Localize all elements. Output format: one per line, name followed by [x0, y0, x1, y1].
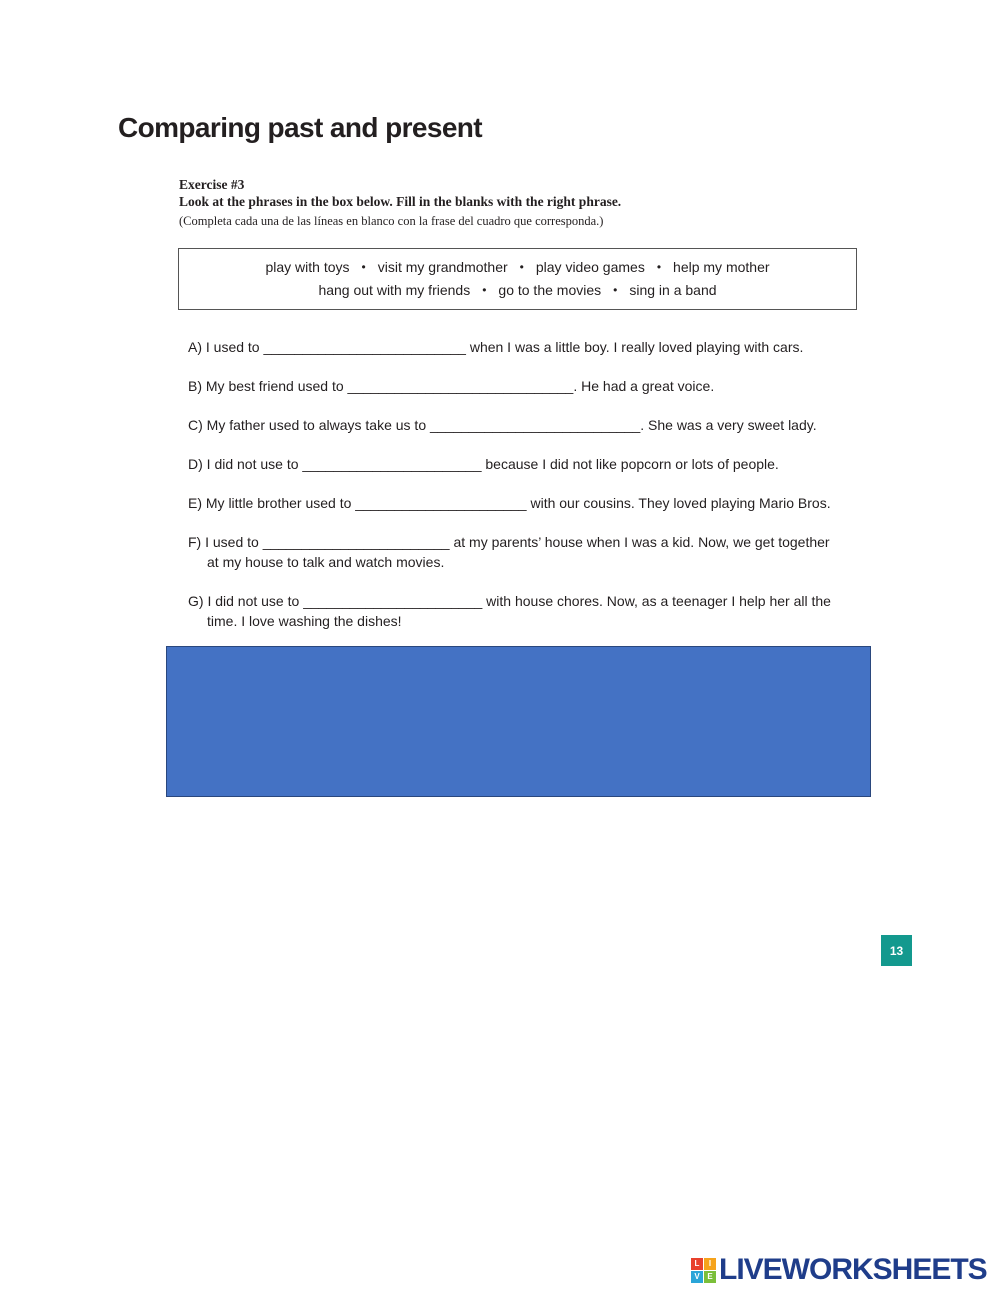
page-number-badge: 13 [881, 935, 912, 966]
blue-answer-panel [166, 646, 871, 797]
logo-letter-i: I [704, 1258, 716, 1270]
logo-icon [691, 1258, 716, 1283]
sentence-e [188, 493, 868, 513]
sentence-continuation: at my house to talk and watch movies. [207, 554, 445, 570]
logo-letter-v: V [691, 1271, 703, 1283]
sentence-d [188, 454, 868, 474]
sentence-g [188, 591, 868, 631]
bullet-separator: • [361, 260, 366, 274]
sentence-continuation: time. I love washing the dishes! [207, 613, 402, 629]
sentence-end: when I was a little boy. I really loved playing with cars. [469, 339, 804, 355]
sentence-start: C) My father used to always take us to [188, 417, 427, 433]
sentence-start: A) I used to [188, 339, 260, 355]
answer-blank[interactable]: ___________________________ [430, 417, 641, 433]
bullet-separator: • [613, 283, 618, 297]
sentence-b [188, 376, 868, 396]
sentence-start: G) I did not use to [188, 593, 300, 609]
phrase: play with toys [265, 259, 350, 275]
sentence-end: . She was a very sweet lady. [640, 417, 817, 433]
sentence-end: at my parents’ house when I was a kid. Now, we get together [453, 534, 830, 550]
phrase: play video games [535, 259, 645, 275]
answer-blank[interactable]: ________________________ [262, 534, 450, 550]
bullet-separator: • [656, 260, 662, 274]
sentence-end: with house chores. Now, as a teenager I help her all the [486, 593, 831, 609]
answer-blank[interactable]: _____________________________ [347, 378, 574, 394]
logo-letter-l: L [691, 1258, 703, 1270]
phrase: sing in a band [629, 282, 717, 298]
sentence-start: D) I did not use to [188, 456, 299, 472]
page-title: Comparing past and present [118, 112, 483, 143]
answer-blank[interactable]: ______________________ [355, 495, 527, 511]
sentence-start: B) My best friend used to [188, 378, 344, 394]
phrase: go to the movies [498, 282, 602, 298]
sentence-start: E) My little brother used to [188, 495, 352, 511]
liveworksheets-logo [691, 1253, 987, 1287]
phrase: help my mother [673, 259, 770, 275]
logo-letter-e: E [704, 1271, 716, 1283]
sentence-end: . He had a great voice. [573, 378, 715, 394]
exercise-instruction: Look at the phrases in the box below. Fill in the blanks with the right phrase. [179, 194, 622, 209]
bullet-separator: • [482, 283, 487, 297]
phrase-box [178, 248, 857, 310]
exercise-note: (Completa cada una de las líneas en blanco con la frase del cuadro que corresponda.) [179, 214, 604, 228]
sentence-c [188, 415, 868, 435]
phrase-row [265, 258, 769, 277]
bullet-separator: • [519, 260, 524, 274]
answer-blank[interactable]: __________________________ [263, 339, 466, 355]
logo-text: LIVEWORKSHEETS [719, 1253, 987, 1286]
sentence-a [188, 337, 868, 357]
exercise-label: Exercise #3 [179, 177, 245, 192]
sentence-end: because I did not like popcorn or lots of people. [485, 456, 779, 472]
sentence-start: F) I used to [188, 534, 259, 550]
sentence-end: with our cousins. They loved playing Mario Bros. [530, 495, 831, 511]
phrase: hang out with my friends [318, 282, 471, 298]
phrase: visit my grandmother [377, 259, 508, 275]
sentence-f [188, 532, 868, 572]
phrase-row [318, 281, 716, 300]
answer-blank[interactable]: _______________________ [303, 593, 483, 609]
answer-blank[interactable]: _______________________ [302, 456, 482, 472]
